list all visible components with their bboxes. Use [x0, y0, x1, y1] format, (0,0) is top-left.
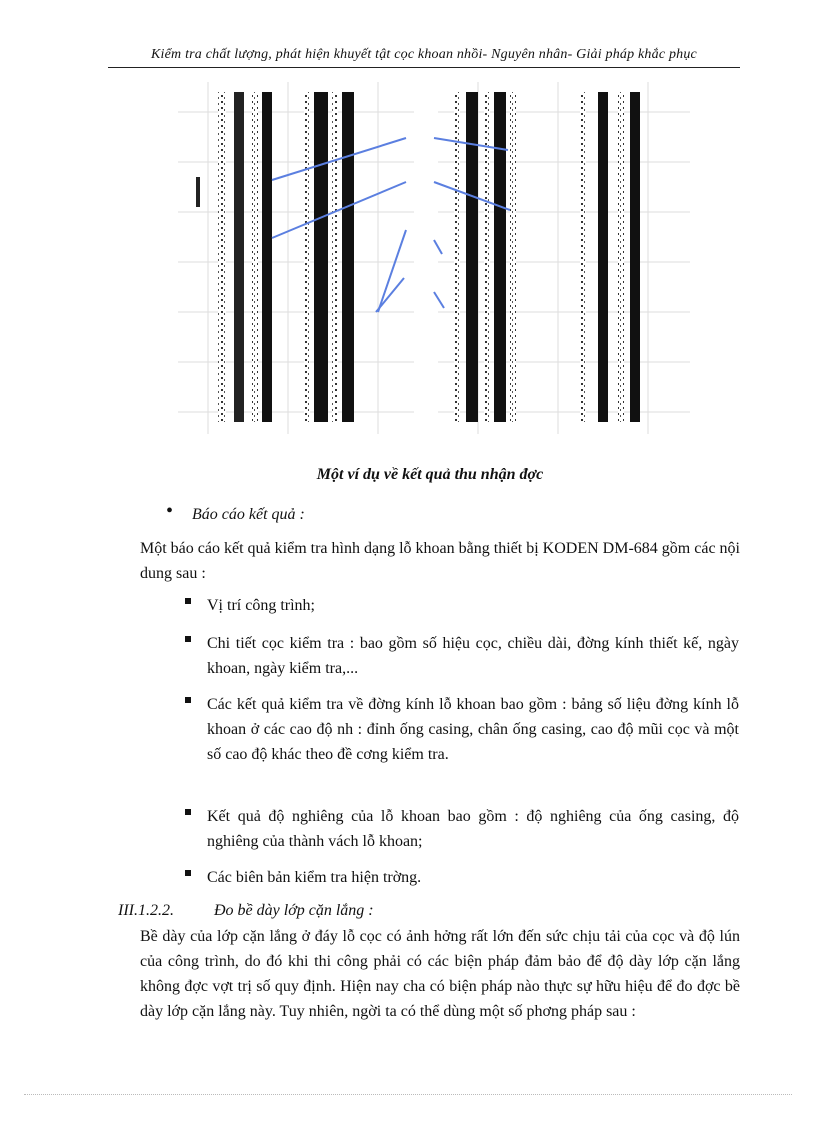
- report-item: Vị trí công trình;: [207, 597, 315, 614]
- bullet-square: [185, 870, 191, 876]
- header-rule: [108, 67, 740, 68]
- bullet-square: [185, 636, 191, 642]
- report-item: Các biên bản kiểm tra hiện trờng.: [207, 869, 422, 886]
- caliper-chart-figure: [178, 82, 690, 442]
- report-item: Các kết quả kiểm tra về đờng kính lỗ khoan bao gồm : bảng số liệu đờng kính lỗ khoan ở các cao độ nh : đỉnh ống casing, chân ống casing, cao độ mũi cọc và một số cao độ khác theo đề cơng kiểm tra.: [207, 696, 739, 763]
- report-item: Chi tiết cọc kiểm tra : bao gồm số hiệu cọc, chiều dài, đờng kính thiết kế, ngày khoan, ngày kiểm tra,...: [207, 635, 739, 677]
- page-header: Kiểm tra chất lượng, phát hiện khuyết tật cọc khoan nhồi- Nguyên nhân- Giải pháp khắc phục: [151, 47, 697, 62]
- bullet-square: [185, 697, 191, 703]
- figure-caption: Một ví dụ về kết quả thu nhận đợc: [316, 466, 544, 483]
- chart-left: [178, 82, 414, 434]
- footer-rule: [24, 1094, 792, 1095]
- section-number: III.1.2.2.: [118, 902, 174, 919]
- report-item: Kết quả độ nghiêng của lỗ khoan bao gồm : độ nghiêng của ống casing, độ nghiêng của thành vách lỗ khoan;: [207, 808, 739, 850]
- report-heading: Báo cáo kết quả :: [192, 506, 305, 523]
- report-intro: Một báo cáo kết quả kiểm tra hình dạng lỗ khoan bằng thiết bị KODEN DM-684 gồm các nội dung sau :: [140, 540, 740, 582]
- bullet-dot: •: [166, 500, 174, 522]
- chart-right: [434, 82, 690, 434]
- section-paragraph: Bề dày của lớp cặn lắng ở đáy lỗ cọc có ảnh hởng rất lớn đến sức chịu tải của cọc và độ lún của công trình, do đó khi thi công phải có các biện pháp đảm bảo để độ dày lớp cặn lắng không đợc vợt trị số quy định. Hiện nay cha có biện pháp nào thực sự hữu hiệu để đo đợc bề dày lớp cặn lắng này. Tuy nhiên, ngời ta có thể dùng một số phơng pháp sau :: [140, 928, 740, 1020]
- bullet-square: [185, 809, 191, 815]
- bullet-square: [185, 598, 191, 604]
- section-title: Đo bề dày lớp cặn lắng :: [214, 902, 374, 919]
